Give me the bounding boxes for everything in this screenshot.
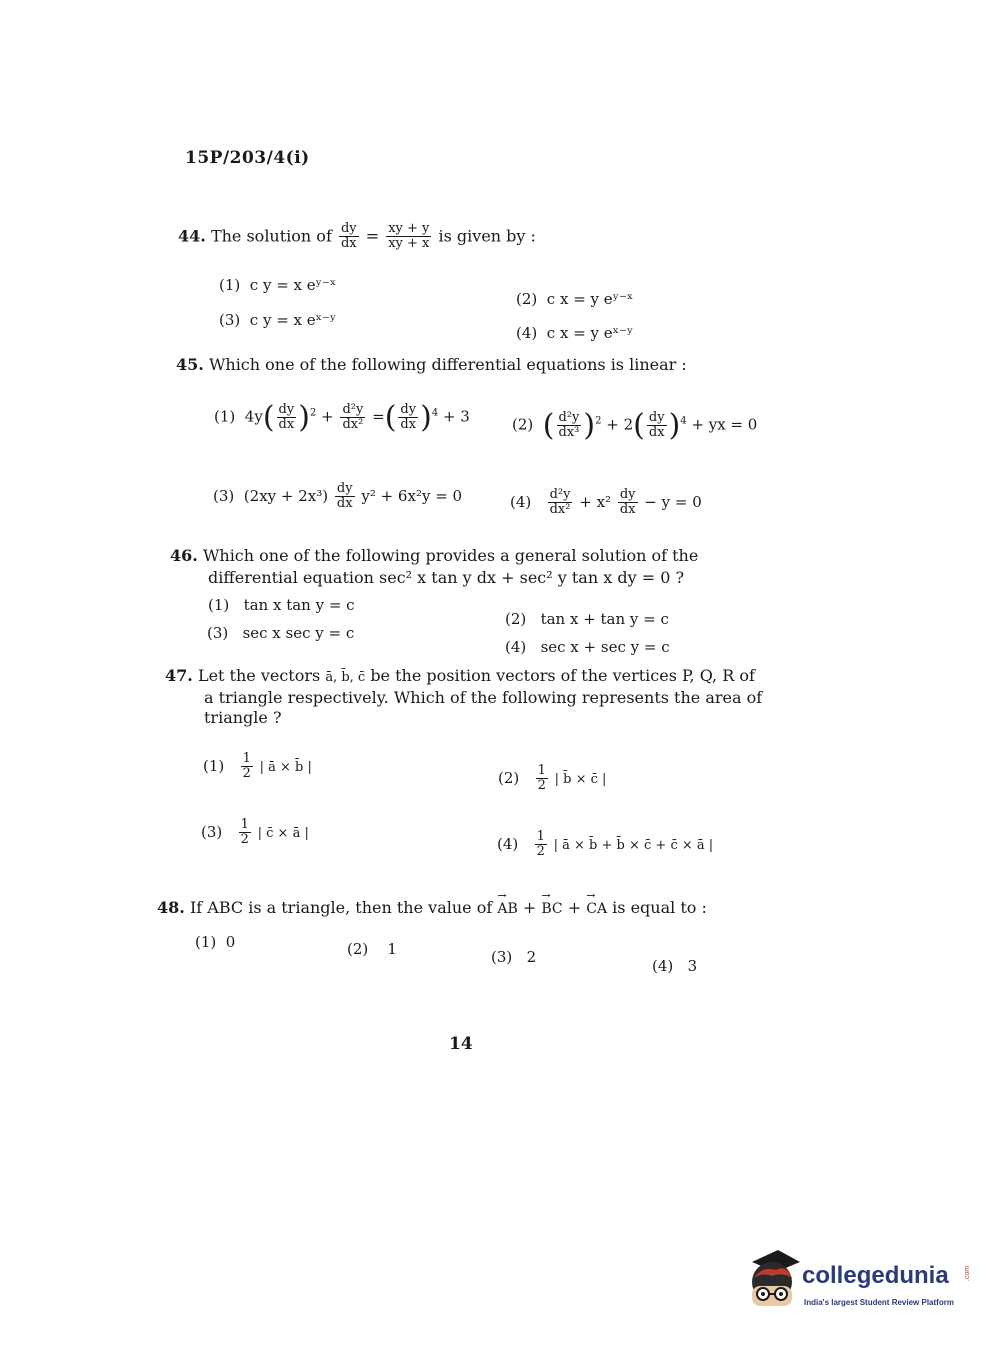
page-number: 14: [449, 1034, 473, 1054]
fraction-rhs: $\frac{xy + y}{xy + x}$: [388, 221, 430, 252]
option-text: tan x tan y = c: [243, 596, 355, 614]
option-label: (4): [510, 492, 532, 511]
option-label: (3): [201, 822, 223, 841]
option-label: (4): [497, 834, 519, 853]
paren: ): [420, 400, 432, 435]
q47-option-3[interactable]: [201, 818, 309, 848]
exponent: 4: [680, 415, 687, 427]
fraction-half: $\frac{1}{2}$: [242, 751, 251, 782]
option-label: (3): [491, 948, 513, 966]
exponent: 4: [431, 407, 439, 419]
option-label: (4): [505, 638, 527, 656]
question-text: Let the vectors: [197, 666, 321, 685]
logo-wordmark: collegedunia: [802, 1262, 949, 1289]
question-48: [157, 898, 707, 917]
q45-option-4[interactable]: [510, 488, 702, 518]
option-label: (2): [347, 940, 369, 958]
term: 4y: [244, 407, 263, 426]
q47-option-4[interactable]: [497, 830, 713, 860]
fraction-half: $\frac{1}{2}$: [240, 817, 249, 848]
q46-option-1[interactable]: [208, 596, 355, 614]
q47-option-2[interactable]: [498, 764, 606, 794]
term: − y = 0: [644, 492, 702, 511]
vector-names: ā, b̄, c̄: [325, 670, 366, 685]
logo-tagline: India's largest Student Review Platform: [804, 1298, 954, 1307]
term: + 3: [442, 407, 470, 426]
q48-option-3[interactable]: [491, 948, 536, 966]
vector-bc: → BC: [541, 901, 562, 917]
option-text: c y = x eˣ⁻ʸ: [249, 311, 337, 329]
collegedunia-logo[interactable]: [742, 1248, 972, 1318]
paren: (: [384, 400, 397, 435]
q45-option-1[interactable]: [214, 400, 470, 435]
option-label: (1): [195, 933, 217, 951]
option-label: (2): [512, 415, 534, 434]
vector-ab: → AB: [497, 901, 517, 917]
option-label: (1): [219, 276, 241, 294]
question-47-line-2: a triangle respectively. Which of the following represents the area of: [204, 688, 763, 707]
q44-option-2[interactable]: [516, 290, 633, 308]
fraction: $\frac{dy}{dx}$: [619, 487, 636, 518]
paper-code: 15P/203/4(i): [185, 148, 310, 168]
term: + 2: [606, 415, 634, 434]
q48-option-1[interactable]: [195, 933, 235, 951]
q44-option-3[interactable]: [219, 311, 336, 329]
question-text: Which one of the following differential equations is linear :: [208, 355, 687, 374]
paren: ): [298, 400, 310, 435]
option-text: c y = x eʸ⁻ˣ: [249, 276, 337, 294]
fraction: $\frac{dy}{dx}$: [278, 401, 295, 432]
fraction: $\frac{\text{d²y}}{\text{dx²}}$: [342, 401, 364, 432]
q46-option-3[interactable]: [207, 624, 354, 642]
question-number: 48.: [157, 898, 185, 917]
paren: ): [583, 408, 596, 443]
question-text: If ABC is a triangle, then the value of: [189, 898, 493, 917]
question-text-end: is given by :: [438, 226, 536, 246]
vector-ca: → CA: [586, 901, 607, 917]
fraction-dy-dx: $\frac{dy}{dx}$: [340, 221, 357, 252]
paren: (: [542, 408, 555, 443]
option-label: (3): [213, 486, 235, 505]
q46-option-2[interactable]: [505, 610, 669, 628]
q48-option-4[interactable]: [652, 957, 697, 975]
option-label: (2): [498, 768, 520, 787]
q44-option-1[interactable]: [219, 276, 336, 294]
question-46-line-2: differential equation sec² x tan y dx + sec² y tan x dy = 0 ?: [208, 568, 685, 587]
option-text: c x = y eʸ⁻ˣ: [546, 290, 634, 308]
question-44: [178, 222, 536, 252]
fraction-half: $\frac{1}{2}$: [536, 829, 545, 860]
term: y² + 6x²y = 0: [361, 486, 463, 505]
option-label: (1): [214, 407, 236, 426]
q48-option-2[interactable]: [347, 940, 397, 958]
option-label: (2): [516, 290, 538, 308]
question-number: 47.: [165, 666, 193, 685]
option-text: 1: [387, 940, 397, 958]
option-label: (4): [516, 324, 538, 342]
plus: +: [321, 407, 334, 426]
term: + yx = 0: [691, 415, 758, 434]
option-text: 3: [687, 957, 698, 975]
option-label: (1): [208, 596, 230, 614]
question-text-end: is equal to :: [612, 898, 707, 917]
equals-sign: =: [365, 226, 380, 246]
fraction: $\frac{\text{d²y}}{\text{dx³}}$: [558, 409, 580, 440]
mascot-icon: [742, 1248, 802, 1314]
question-47: [165, 666, 755, 685]
paren: (: [262, 400, 275, 435]
question-45: [176, 355, 687, 374]
question-number: 46.: [170, 546, 198, 565]
logo-domain: .com: [964, 1265, 972, 1282]
question-number: 44.: [178, 226, 206, 246]
q45-option-2[interactable]: [512, 408, 757, 443]
fraction: $\frac{dy}{dx}$: [648, 409, 665, 440]
paren: ): [668, 408, 681, 443]
question-47-line-3: triangle ?: [204, 708, 282, 727]
exponent: 2: [595, 415, 602, 427]
question-text: Which one of the following provides a general solution of the: [202, 546, 699, 565]
plus: +: [522, 898, 537, 917]
question-number: 45.: [176, 355, 204, 374]
q44-option-4[interactable]: [516, 324, 633, 342]
option-label: (3): [219, 311, 241, 329]
option-label: (1): [203, 756, 225, 775]
question-text: be the position vectors of the vertices P, Q, R of: [370, 666, 755, 685]
fraction: $\frac{dy}{dx}$: [336, 481, 353, 512]
option-text: | ā × b̄ + b̄ × c̄ + c̄ × ā |: [553, 837, 714, 853]
option-text: 0: [225, 933, 236, 951]
option-text: sec x + sec y = c: [540, 638, 670, 656]
option-text: 2: [526, 948, 537, 966]
paren: (: [633, 408, 645, 443]
option-text: | c̄ × ā |: [257, 825, 309, 841]
term: (2xy + 2x³): [243, 486, 329, 505]
option-text: tan x + tan y = c: [540, 610, 669, 628]
exponent: 2: [309, 407, 317, 419]
fraction: $\frac{dy}{dx}$: [400, 401, 417, 432]
option-text: c x = y eˣ⁻ʸ: [546, 324, 634, 342]
question-text: The solution of: [210, 226, 332, 246]
option-text: sec x sec y = c: [242, 624, 355, 642]
fraction: $\frac{\text{d²y}}{\text{dx²}}$: [549, 487, 571, 518]
option-text: | b̄ × c̄ |: [554, 771, 607, 787]
q46-option-4[interactable]: [505, 638, 670, 656]
term: + x²: [579, 492, 612, 511]
option-label: (2): [505, 610, 527, 628]
plus: +: [567, 898, 582, 917]
option-text: | ā × b̄ |: [259, 759, 312, 775]
option-label: (4): [652, 957, 674, 975]
question-46: [170, 546, 698, 565]
fraction-half: $\frac{1}{2}$: [537, 763, 546, 794]
q47-option-1[interactable]: [203, 752, 312, 782]
equals-sign: =: [372, 407, 385, 426]
option-label: (3): [207, 624, 229, 642]
q45-option-3[interactable]: [213, 482, 462, 512]
